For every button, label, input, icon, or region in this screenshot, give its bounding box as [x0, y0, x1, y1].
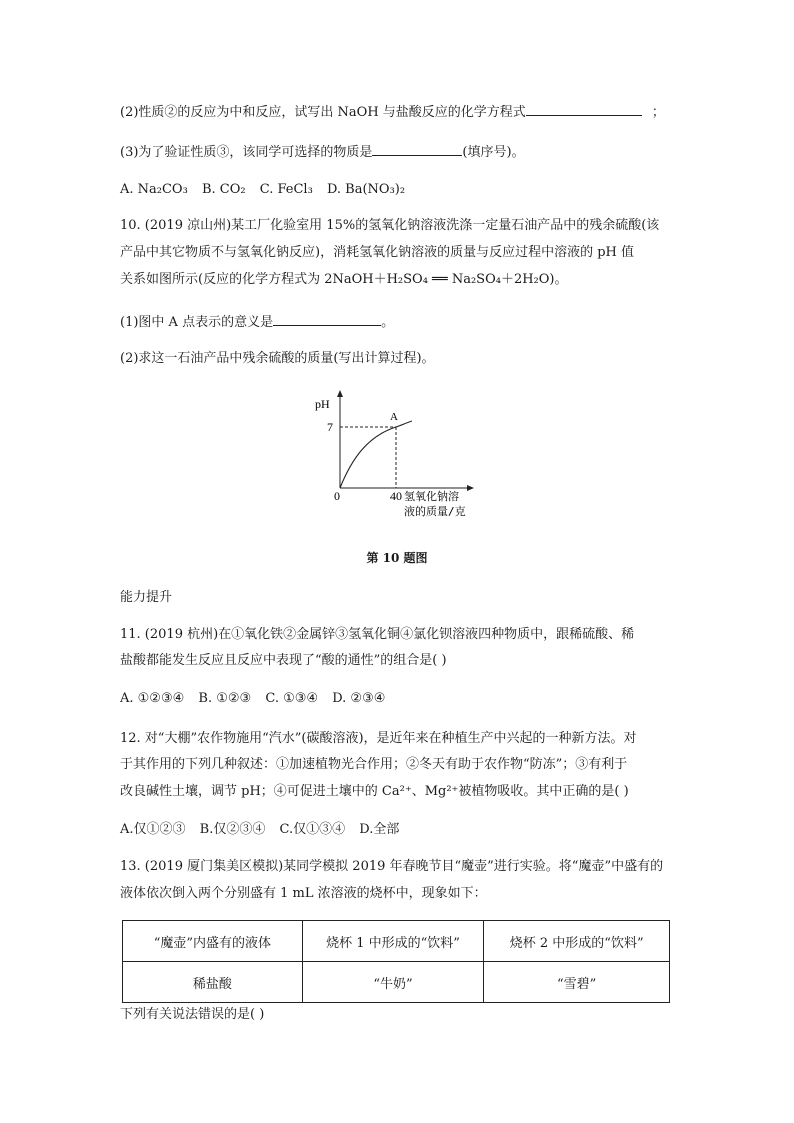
- option-b: B. CO₂: [201, 182, 246, 197]
- q12-options: [120, 821, 409, 839]
- answer-blank[interactable]: [372, 141, 462, 156]
- q9-part2-end: ；: [651, 105, 665, 120]
- q12-stem-line1: 12. 对“大棚”农作物施用“汽水”(碳酸溶液)，是近年来在种植生产中兴起的一种新方法。对: [120, 731, 637, 746]
- answer-blank[interactable]: [273, 311, 381, 326]
- option-b: B.仅②③④: [199, 822, 266, 837]
- figure-caption: 第 10 题图: [366, 551, 428, 565]
- table-header-cell: 烧杯 2 中形成的“饮料”: [484, 921, 670, 962]
- q11-stem-line1: 11. (2019 杭州)在①氧化铁②金属锌③氢氧化铜④氯化钡溶液四种物质中，跟稀硫酸、稀: [120, 627, 635, 642]
- q10-part1-end: 。: [381, 315, 395, 330]
- q10-part1-text: (1)图中 A 点表示的意义是: [120, 315, 274, 330]
- y-axis-label: pH: [315, 397, 330, 411]
- option-d: D. ②③④: [332, 691, 386, 706]
- table-cell: “牛奶”: [302, 962, 484, 1003]
- q10-stem-line1: 10. (2019 凉山州)某工厂化验室用 15%的氢氧化钠溶液洗涤一定量石油产品中的残余硫酸(该: [120, 218, 660, 233]
- q9-part3-end: (填序号)。: [462, 145, 525, 160]
- option-a: A.仅①②③: [120, 822, 186, 837]
- table-header-cell: “魔壶”内盛有的液体: [123, 921, 303, 962]
- q13-stem-line2: 液体依次倒入两个分别盛有 1 mL 浓溶液的烧杯中，现象如下：: [120, 886, 487, 901]
- q13-stem-line1: 13. (2019 厦门集美区模拟)某同学模拟 2019 年春晚节目“魔壶”进行实验。将“魔壶”中盛有的: [120, 859, 664, 874]
- q9-options: [120, 181, 415, 199]
- q9-part2-text: (2)性质②的反应为中和反应，试写出 NaOH 与盐酸反应的化学方程式: [120, 105, 526, 120]
- ph-curve: [340, 421, 412, 488]
- x-tick-40: 40: [390, 489, 402, 503]
- q9-part2: [120, 101, 665, 122]
- q12-stem-line3: 改良碱性土壤，调节 pH；④可促进土壤中的 Ca²⁺、Mg²⁺被植物吸收。其中正确的是( ): [120, 784, 629, 799]
- q10-stem-line2: 产品中其它物质不与氢氧化钠反应)，消耗氢氧化钠溶液的质量与反应过程中溶液的 pH 值: [120, 245, 634, 260]
- x-axis-label-line2: 液的质量/克: [404, 505, 466, 518]
- q12-stem-line2: 于其作用的下列几种叙述：①加速植物光合作用；②冬天有助于农作物“防冻”；③有利于: [120, 757, 628, 772]
- origin-label: 0: [334, 489, 340, 503]
- table-cell: 稀盐酸: [123, 962, 303, 1003]
- y-axis-arrow-icon: [337, 390, 343, 397]
- option-c: C. FeCl₃: [259, 182, 313, 197]
- x-axis-label-line1: 氢氧化钠溶: [404, 490, 459, 503]
- table-cell: “雪碧”: [484, 962, 670, 1003]
- q10-part1: [120, 311, 394, 332]
- answer-blank[interactable]: [526, 101, 642, 116]
- section-title: 能力提升: [120, 590, 173, 605]
- q13-question: 下列有关说法错误的是( ): [120, 1007, 265, 1022]
- q10-stem-line3: 关系如图所示(反应的化学方程式为 2NaOH＋H₂SO₄ ══ Na₂SO₄＋2H₂O)。: [120, 272, 568, 287]
- q10-part2: (2)求这一石油产品中残余硫酸的质量(写出计算过程)。: [120, 351, 435, 366]
- table-row: [123, 962, 670, 1003]
- x-axis-arrow-icon: [467, 485, 474, 491]
- y-tick-7: 7: [327, 420, 333, 434]
- ph-graph: [300, 388, 520, 528]
- q9-part3: [120, 141, 525, 162]
- point-a-label: A: [390, 411, 398, 423]
- option-d: D. Ba(NO₃)₂: [326, 182, 406, 197]
- table-header-cell: 烧杯 1 中形成的“饮料”: [302, 921, 484, 962]
- option-a: A. ①②③④: [120, 691, 185, 706]
- q11-options: [120, 690, 395, 708]
- option-d: D.全部: [359, 822, 400, 837]
- q9-part3-text: (3)为了验证性质③，该同学可选择的物质是: [120, 145, 373, 160]
- option-c: C.仅①③④: [279, 822, 346, 837]
- q11-stem-line2: 盐酸都能发生反应且反应中表现了“酸的通性”的组合是( ): [120, 653, 447, 668]
- observation-table: [122, 920, 670, 1003]
- table-header-row: [123, 921, 670, 962]
- option-a: A. Na₂CO₃: [120, 182, 188, 197]
- option-b: B. ①②③: [198, 691, 252, 706]
- option-c: C. ①③④: [265, 691, 319, 706]
